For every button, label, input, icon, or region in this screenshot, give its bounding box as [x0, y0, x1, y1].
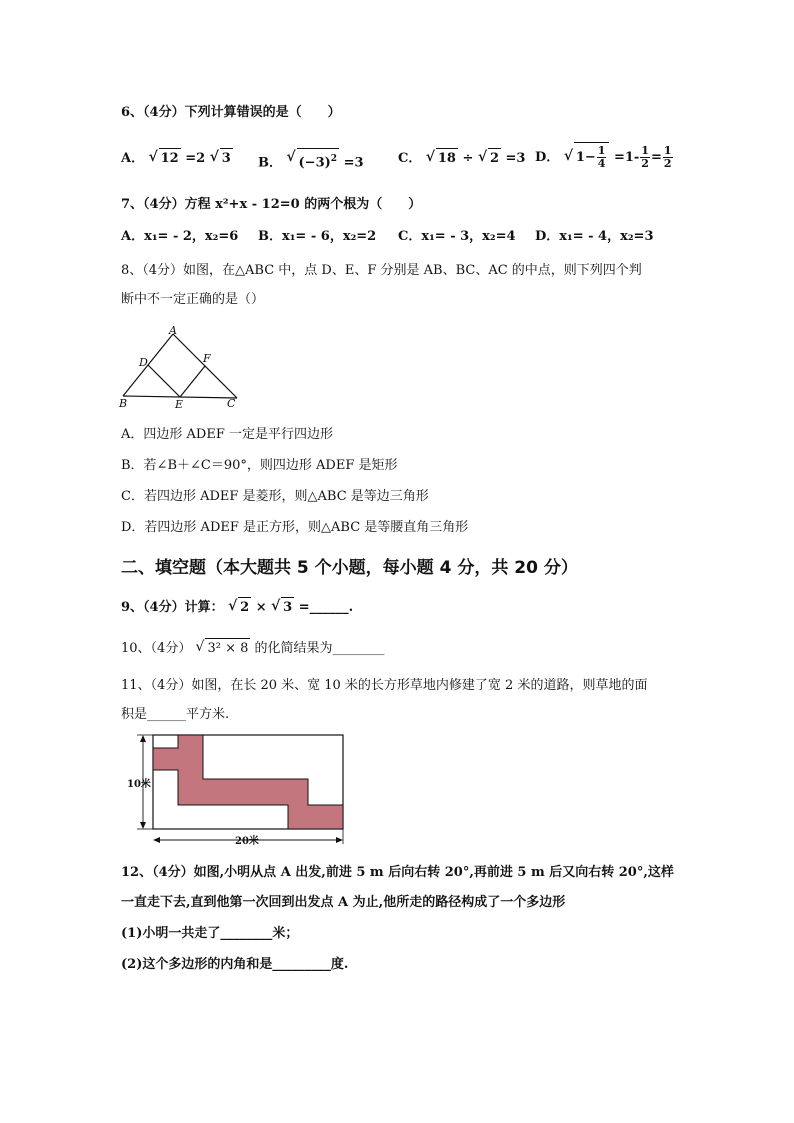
q8-stem-line2: 断中不一定正确的是（）: [121, 292, 265, 307]
height-arrow-bottom: [140, 822, 146, 829]
q7-option-a: A．x₁= - 2，x₂=6: [121, 229, 239, 244]
height-label: 10米: [127, 779, 151, 790]
q7-option-d: D．x₁= - 4，x₂=3: [535, 229, 654, 244]
q11-stem-line2: 积是______平方米.: [121, 707, 230, 722]
q6-stem: 6、（4分）下列计算错误的是（ ）: [121, 105, 341, 120]
fraction-1-2-b: $\frac{1}{2}$: [663, 144, 672, 170]
segment-de: [148, 365, 180, 397]
q11-stem-line1: 11、（4分）如图，在长 20 米、宽 10 米的长方形草地内修建了宽 2 米的道路，则草地的面: [121, 678, 648, 693]
sqrt-18: √ 18: [426, 148, 458, 169]
q6-option-a: A． √ 12 =2 √ 3: [121, 148, 233, 169]
q7-option-b: B．x₁= - 6，x₂=2: [258, 229, 377, 244]
q8-option-a: A．四边形 ADEF 一定是平行四边形: [121, 427, 333, 442]
sqrt-2: √ 2: [228, 597, 251, 618]
segment-ef: [180, 366, 205, 397]
label-e: E: [175, 398, 184, 409]
label-b: B: [119, 397, 128, 409]
height-arrow-top: [140, 735, 146, 742]
label-f: F: [203, 352, 211, 365]
q8-option-c: C．若四边形 ADEF 是菱形，则△ABC 是等边三角形: [121, 489, 429, 504]
sqrt-3: √ 3: [210, 148, 233, 169]
q8-option-d: D．若四边形 ADEF 是正方形，则△ABC 是等腰直角三角形: [121, 520, 469, 535]
sqrt-1-minus-quarter: √ 1− $\frac{1}{4}$: [564, 142, 610, 173]
q12-stem-line2: 一直走下去,直到他第一次回到出发点 A 为止,他所走的路径构成了一个多边形: [121, 895, 566, 910]
sqrt-neg3-squared: √ $(-3)^2$: [287, 148, 340, 173]
width-arrow-right: [336, 837, 343, 843]
q12-part2: (2)这个多边形的内角和是_________度.: [121, 957, 349, 972]
q8-stem-line1: 8、（4分）如图，在△ABC 中，点 D、E、F 分别是 AB、BC、AC 的中点，则下列四个判: [121, 263, 642, 278]
label-c: C: [227, 397, 236, 409]
sqrt-3sq-times-8: √ 3² × 8: [195, 638, 250, 659]
lawn-figure: [125, 732, 355, 847]
section-heading-fill-in: 二、填空题（本大题共 5 个小题，每小题 4 分，共 20 分）: [121, 558, 578, 578]
q10: 10、（4分） √ 3² × 8 的化简结果为________: [121, 638, 385, 659]
q6-option-d: D． √ 1− $\frac{1}{4}$ =1- $\frac{1}{2}$ = $\frac{1}{2}$: [535, 142, 674, 173]
width-arrow-left: [153, 837, 160, 843]
fraction-1-4: $\frac{1}{4}$: [597, 144, 606, 170]
q6-option-c: C． √ 18 ÷ √ 2 =3: [398, 148, 525, 169]
triangle-figure: [115, 324, 255, 409]
q12-stem-line1: 12、（4分）如图,小明从点 A 出发,前进 5 m 后向右转 20°,再前进 5 m 后又向右转 20°,这样: [121, 865, 674, 880]
q7-option-c: C．x₁= - 3，x₂=4: [398, 229, 516, 244]
fraction-1-2-a: $\frac{1}{2}$: [641, 144, 649, 170]
label-d: D: [139, 356, 148, 369]
sqrt-2: √ 2: [478, 148, 501, 169]
sqrt-12: √ 12: [149, 148, 181, 169]
q12-part1: (1)小明一共走了________米；: [121, 926, 299, 941]
q8-option-b: B．若∠B＋∠C＝90°，则四边形 ADEF 是矩形: [121, 458, 398, 473]
label-a: A: [169, 324, 177, 337]
q6-option-b: B． √ $(-3)^2 =3$: [258, 148, 364, 173]
road-path: [153, 735, 343, 829]
sqrt-3: √ 3: [271, 597, 294, 618]
width-label: 20米: [235, 836, 259, 847]
q9: 9、（4分）计算： √ 2 × √ 3 =______.: [121, 597, 353, 618]
q7-stem: 7、（4分）方程 x²+x - 12=0 的两个根为（ ）: [121, 197, 422, 212]
